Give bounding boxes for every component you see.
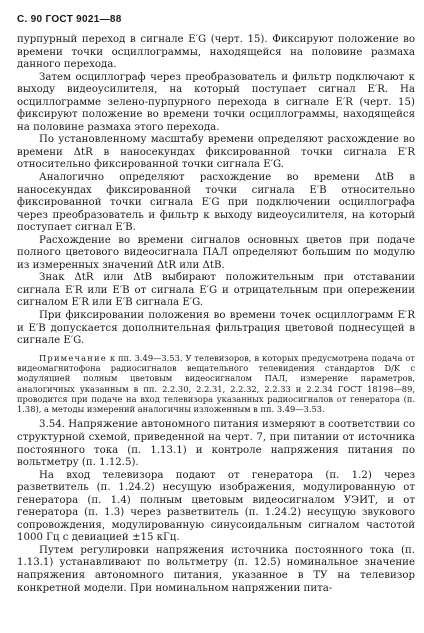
- standard-code: ГОСТ 9021—88: [45, 14, 122, 25]
- paragraph-10: Путем регулировки напряжения источника постоянного тока (п. 1.13.1) устанавливают по вольтметру (п. 12.5) номинальное значение напряжения автономного питания, указанное в ТУ на телевизор конкретной модели. При номинальном напряжении пита-: [17, 544, 415, 594]
- paragraph-3-54: 3.54. Напряжение автономного питания измеряют в соответствии со структурной схемой, приведенной на черт. 7, при питании от источника постоянного тока (п. 1.13.1) и контроле напряжения питания по вольтметру (п. 1.12.5).: [17, 419, 415, 469]
- note: [17, 353, 415, 415]
- note-text: к пп. 3.49—3.53. У телевизоров, в которых предусмотрена подача от видеомагнитофона радиосигналов вещательного телевидения стандартов D/K с модуляцией полным цветовым видеосигналом ПАЛ, измерение параметров, аналогичных указанным в пп. 2.2.30, 2.2.31, 2.2.32, 2.2.33 и 2.2.34 ГОСТ 18198—89, проводится при подаче на вход телевизора указанных радиосигналов от генератора (п. 1.38), а методы измерений аналогичны изложенным в пп. 3.49—3.53.: [17, 352, 416, 415]
- paragraph-9: На вход телевизора подают от генератора (п. 1.2) через разветвитель (п. 1.24.2) несущую изображения, модулированную от генератора (п. 1.4) полным цветовым видеосигналом УЭИТ, и от генератора (п. 1.3) через разветвитель (п. 1.24.2) несущую звукового сопровождения, модулированную синусоидальным сигналом частотой 1000 Гц с девиацией ±15 кГц.: [17, 469, 415, 544]
- paragraph-6: Знак ΔtR или ΔtB выбирают положительным при отставании сигнала E′R или E′B от сигнала E′G и отрицательным при опережении сигналом E′R или E′B сигнала E′G.: [17, 272, 415, 309]
- page-header: [17, 14, 122, 25]
- paragraph-2: Затем осциллограф через преобразователь и фильтр подключают к выходу видеоусилителя, на который поступает сигнал E′R. На осциллограмме зелено-пурпурного перехода в сигнале E′R (черт. 15) фиксируют положение во времени точки осциллограммы, находящейся на половине размаха этого перехода.: [17, 71, 415, 133]
- paragraph-3: По установленному масштабу времени определяют расхождение во времени ΔtR в наносекундах фиксированной точки сигнала E′R относительно фиксированной точки сигнала E′G.: [17, 134, 415, 171]
- paragraph-5: Расхождение во времени сигналов основных цветов при подаче полного цветового видеосигнала ПАЛ определяют большим по модулю из измеренных значений ΔtR или ΔtB.: [17, 234, 415, 271]
- paragraph-1: пурпурный переход в сигнале E′G (черт. 15). Фиксируют положение во времени точки осциллограммы, находящейся на половине размаха данного перехода.: [17, 34, 415, 71]
- paragraph-4: Аналогично определяют расхождение во времени ΔtB в наносекундах фиксированной точки сигнала E′B относительно фиксированной точки сигнала E′G при подключении осциллографа через преобразователь и фильтр к выходу видеоусилителя, на который поступает сигнал E′B.: [17, 172, 415, 234]
- paragraph-7: При фиксировании положения во времени точек осциллограмм E′R и E′B допускается дополнительная фильтрация цветовой поднесущей в сигнале E′G.: [17, 310, 415, 347]
- note-label: Примечание: [39, 352, 107, 363]
- page-number: С. 90: [17, 14, 43, 25]
- text-column: [17, 34, 415, 595]
